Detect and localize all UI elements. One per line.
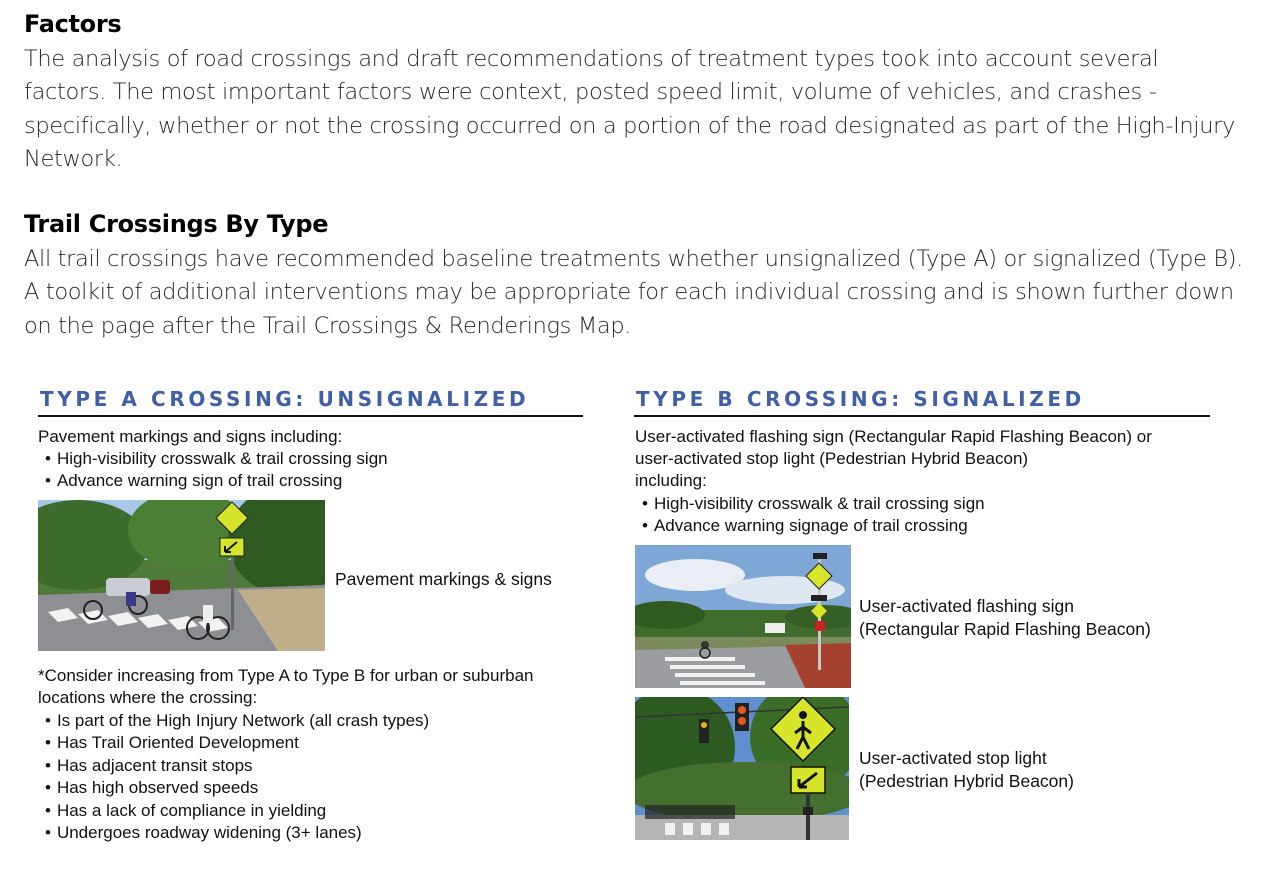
- list-item: • Advance warning signage of trail crossing: [642, 515, 985, 537]
- list-item: • Advance warning sign of trail crossing: [45, 470, 388, 492]
- type-a-consider-line1: *Consider increasing from Type A to Type B for urban or suburban: [38, 666, 534, 685]
- type-a-consider-bullets: [45, 710, 429, 844]
- type-b-bullets: [642, 493, 985, 538]
- type-a-heading: TYPE A CROSSING: UNSIGNALIZED: [38, 386, 583, 417]
- list-item: • Has high observed speeds: [45, 777, 429, 799]
- flashing-beacon-caption-line2: (Rectangular Rapid Flashing Beacon): [859, 619, 1151, 639]
- list-item: • Is part of the High Injury Network (all crash types): [45, 710, 429, 732]
- type-a-consider-line2: locations where the crossing:: [38, 688, 258, 707]
- type-b-intro-line3: including:: [635, 471, 707, 490]
- type-a-intro: Pavement markings and signs including:: [38, 427, 343, 446]
- type-b-intro-line2: user-activated stop light (Pedestrian Hybrid Beacon): [635, 449, 1029, 468]
- flashing-beacon-caption-line1: User-activated flashing sign: [859, 596, 1074, 616]
- trail-crossings-paragraph: All trail crossings have recommended baseline treatments whether unsignalized (Type A) or signalized (Type B). A toolkit of additional interventions may be appropriate for each individual crossing and is shown further down on the page after the Trail Crossings & Renderings Map.: [24, 246, 1243, 339]
- type-b-heading: TYPE B CROSSING: SIGNALIZED: [634, 386, 1210, 417]
- flashing-beacon-photo: [635, 545, 851, 688]
- type-b-intro-line1: User-activated flashing sign (Rectangular Rapid Flashing Beacon) or: [635, 427, 1152, 446]
- hybrid-beacon-photo: [635, 697, 849, 840]
- pavement-markings-caption: Pavement markings & signs: [335, 569, 552, 589]
- list-item: • Has a lack of compliance in yielding: [45, 800, 429, 822]
- trail-crossings-title: Trail Crossings By Type: [24, 210, 329, 238]
- list-item: • Undergoes roadway widening (3+ lanes): [45, 822, 429, 844]
- list-item: • Has adjacent transit stops: [45, 755, 429, 777]
- factors-title: Factors: [24, 10, 122, 38]
- list-item: • Has Trail Oriented Development: [45, 732, 429, 754]
- factors-paragraph: The analysis of road crossings and draft recommendations of treatment types took into account several factors. The most important factors were context, posted speed limit, volume of vehicles, and crashes - specifically, whether or not the crossing occurred on a portion of the road designated as part of the High-Injury Network.: [24, 46, 1235, 172]
- type-a-bullets: [45, 448, 388, 493]
- hybrid-beacon-caption-line2: (Pedestrian Hybrid Beacon): [859, 771, 1074, 791]
- list-item: • High-visibility crosswalk & trail crossing sign: [642, 493, 985, 515]
- hybrid-beacon-caption-line1: User-activated stop light: [859, 748, 1047, 768]
- list-item: • High-visibility crosswalk & trail crossing sign: [45, 448, 388, 470]
- pavement-markings-photo: [38, 500, 325, 651]
